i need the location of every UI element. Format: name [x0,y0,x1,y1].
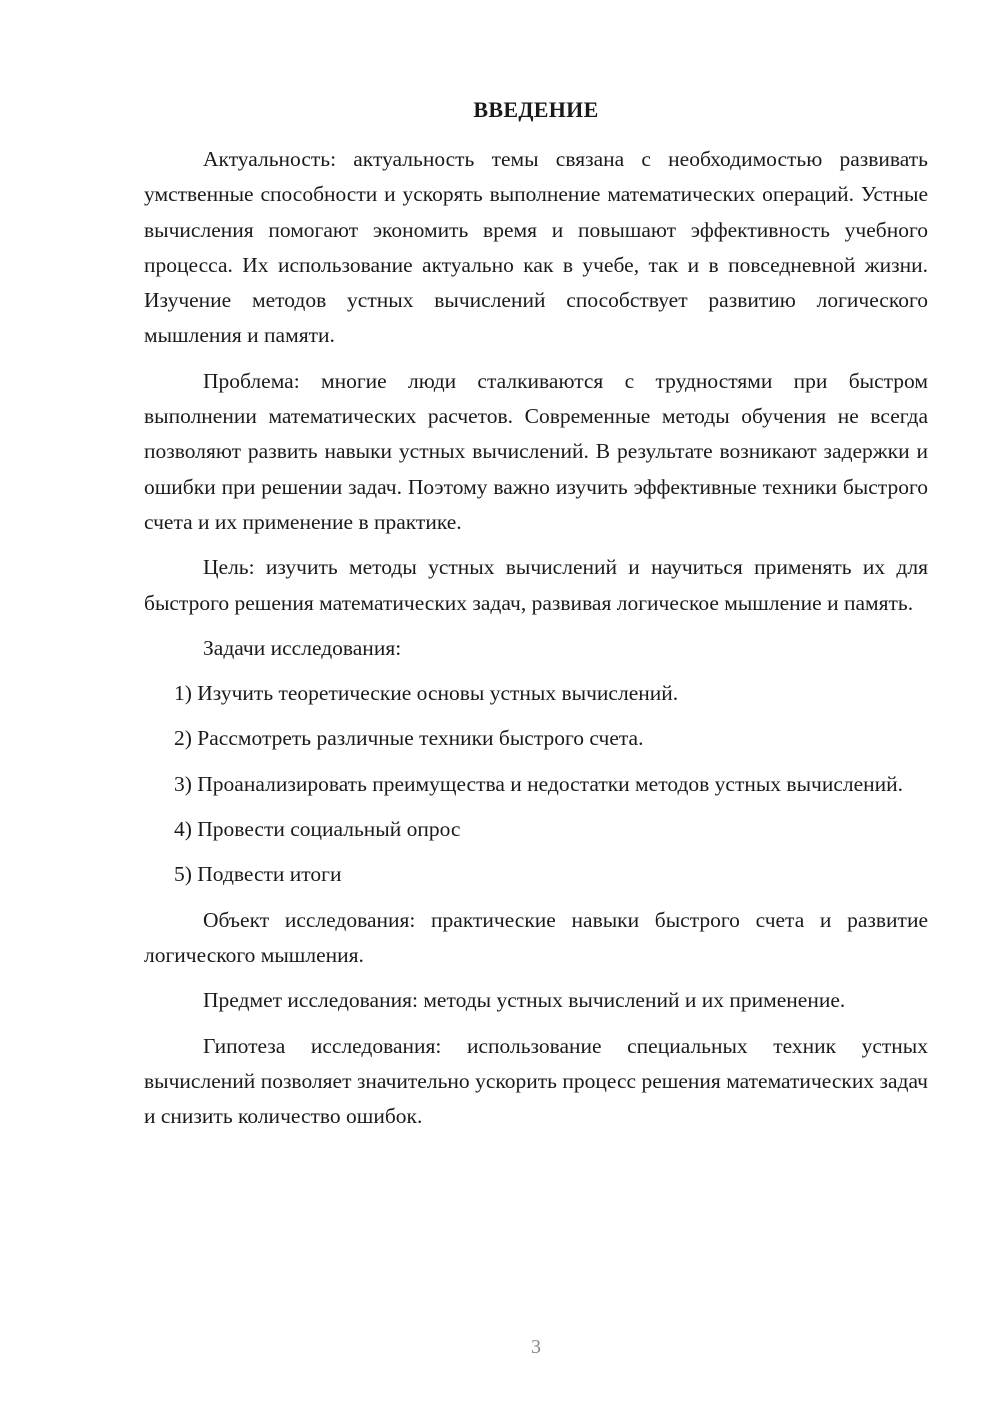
tasks-heading: Задачи исследования: [203,635,402,660]
section-title: ВВЕДЕНИЕ [473,97,599,122]
paragraph-relevance: Актуальность: актуальность темы связана с необходимостью развивать умственные способности и ускорять выполнение математических операций. Устные вычисления помогают экономить время и повышают эффективность учебного процесса. Их использование актуально как в учебе, так и в повседневной жизни. Изучение методов устных вычислений способствует развитию логического мышления и памяти. [144,147,928,348]
document-page [144,0,928,1414]
paragraph-subject: Предмет исследования: методы устных вычислений и их применение. [203,988,846,1013]
task-item-5: 5) Подвести итоги [174,862,342,887]
page-number: 3 [531,1336,541,1358]
task-item-2: 2) Рассмотреть различные техники быстрого счета. [174,726,644,751]
paragraph-problem: Проблема: многие люди сталкиваются с трудностями при быстром выполнении математических расчетов. Современные методы обучения не всегда позволяют развить навыки устных вычислений. В результате возникают задержки и ошибки при решении задач. Поэтому важно изучить эффективные техники быстрого счета и их применение в практике. [144,368,928,534]
task-item-3: 3) Проанализировать преимущества и недостатки методов устных вычислений. [174,771,904,796]
paragraph-object: Объект исследования: практические навыки быстрого счета и развитие логического мышления. [144,907,928,967]
task-item-4: 4) Провести социальный опрос [174,817,461,842]
task-item-1: 1) Изучить теоретические основы устных вычислений. [174,681,679,706]
paragraph-goal: Цель: изучить методы устных вычислений и научиться применять их для быстрого решения математических задач, развивая логическое мышление и память. [144,555,928,615]
paragraph-hypothesis: Гипотеза исследования: использование специальных техник устных вычислений позволяет значительно ускорить процесс решения математических задач и снизить количество ошибок. [144,1033,928,1129]
document-body [144,142,928,1144]
